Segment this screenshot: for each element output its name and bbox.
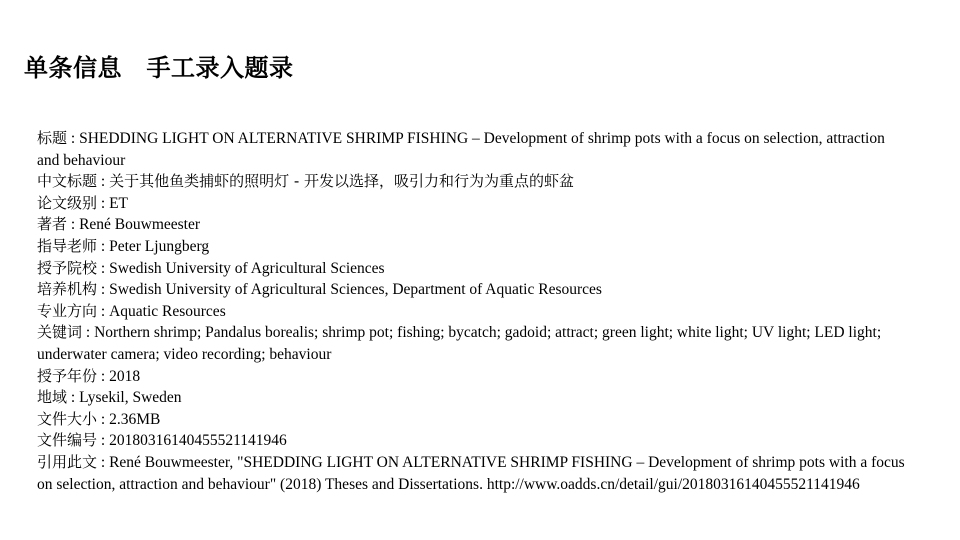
field-region [37, 387, 907, 409]
field-separator: : [97, 173, 110, 191]
field-separator: : [97, 194, 110, 212]
page-title: 单条信息 手工录入题录 [24, 54, 294, 82]
field-separator: : [82, 324, 95, 342]
field-value: Swedish University of Agricultural Sciences [109, 259, 385, 277]
field-label: 著者 [37, 215, 68, 234]
field-value: René Bouwmeester [79, 216, 201, 234]
field-label: 授予院校 [37, 258, 98, 277]
field-citation [37, 452, 907, 495]
field-value: 20180316140455521141946 [109, 432, 287, 450]
field-separator: : [97, 237, 110, 255]
field-separator: : [97, 453, 110, 471]
field-major [37, 301, 907, 323]
field-value: Lysekil, Sweden [79, 389, 182, 407]
field-title [37, 128, 907, 171]
record-details [37, 128, 907, 495]
field-value: ET [109, 194, 129, 212]
field-label: 授予年份 [37, 366, 98, 385]
field-label: 标题 [37, 129, 68, 147]
field-label: 文件大小 [37, 409, 98, 428]
field-separator: : [67, 130, 80, 147]
field-label: 文件编号 [37, 431, 98, 450]
field-keywords [37, 322, 907, 365]
field-cn-title [37, 171, 907, 193]
field-separator: : [97, 432, 110, 450]
field-separator: : [67, 216, 80, 234]
field-separator: : [97, 410, 110, 428]
field-separator: : [97, 281, 110, 299]
field-value: Aquatic Resources [109, 302, 226, 320]
field-label: 中文标题 [37, 172, 98, 191]
field-year [37, 366, 907, 388]
field-value: 2018 [109, 367, 141, 385]
field-label: 引用此文 [37, 452, 98, 471]
field-author [37, 214, 907, 236]
field-unit [37, 279, 907, 301]
field-separator: : [97, 302, 110, 320]
field-advisor [37, 236, 907, 258]
field-institution [37, 258, 907, 280]
field-label: 论文级别 [37, 193, 98, 212]
field-label: 关键词 [37, 323, 83, 342]
field-value: René Bouwmeester, "SHEDDING LIGHT ON ALTERNATIVE SHRIMP FISHING – Development of shrimp pots with a focus on selection, attraction and behaviour" (2018) Theses and Dissertations. http://www.oadds.cn/detail/gui/20180316140455521141946 [37, 453, 905, 493]
field-separator: : [97, 367, 110, 385]
field-label: 指导老师 [37, 236, 98, 255]
field-label: 地域 [37, 388, 68, 407]
field-separator: : [97, 259, 110, 277]
field-value: 关于其他鱼类捕虾的照明灯 - 开发以选择，吸引力和行为为重点的虾盆 [109, 172, 575, 191]
field-value: 2.36MB [109, 410, 161, 428]
field-value: Swedish University of Agricultural Sciences, Department of Aquatic Resources [109, 281, 602, 299]
field-label: 培养机构 [37, 280, 98, 299]
field-file-no [37, 430, 907, 452]
field-label: 专业方向 [37, 301, 98, 320]
field-level [37, 193, 907, 215]
field-value: SHEDDING LIGHT ON ALTERNATIVE SHRIMP FISHING – Development of shrimp pots with a focus on selection, attraction and behaviour [37, 130, 885, 169]
field-value: Northern shrimp; Pandalus borealis; shrimp pot; fishing; bycatch; gadoid; attract; green light; white light; UV light; LED light; underwater camera; video recording; behaviour [37, 324, 882, 363]
field-size [37, 409, 907, 431]
field-value: Peter Ljungberg [109, 237, 210, 255]
field-separator: : [67, 389, 80, 407]
